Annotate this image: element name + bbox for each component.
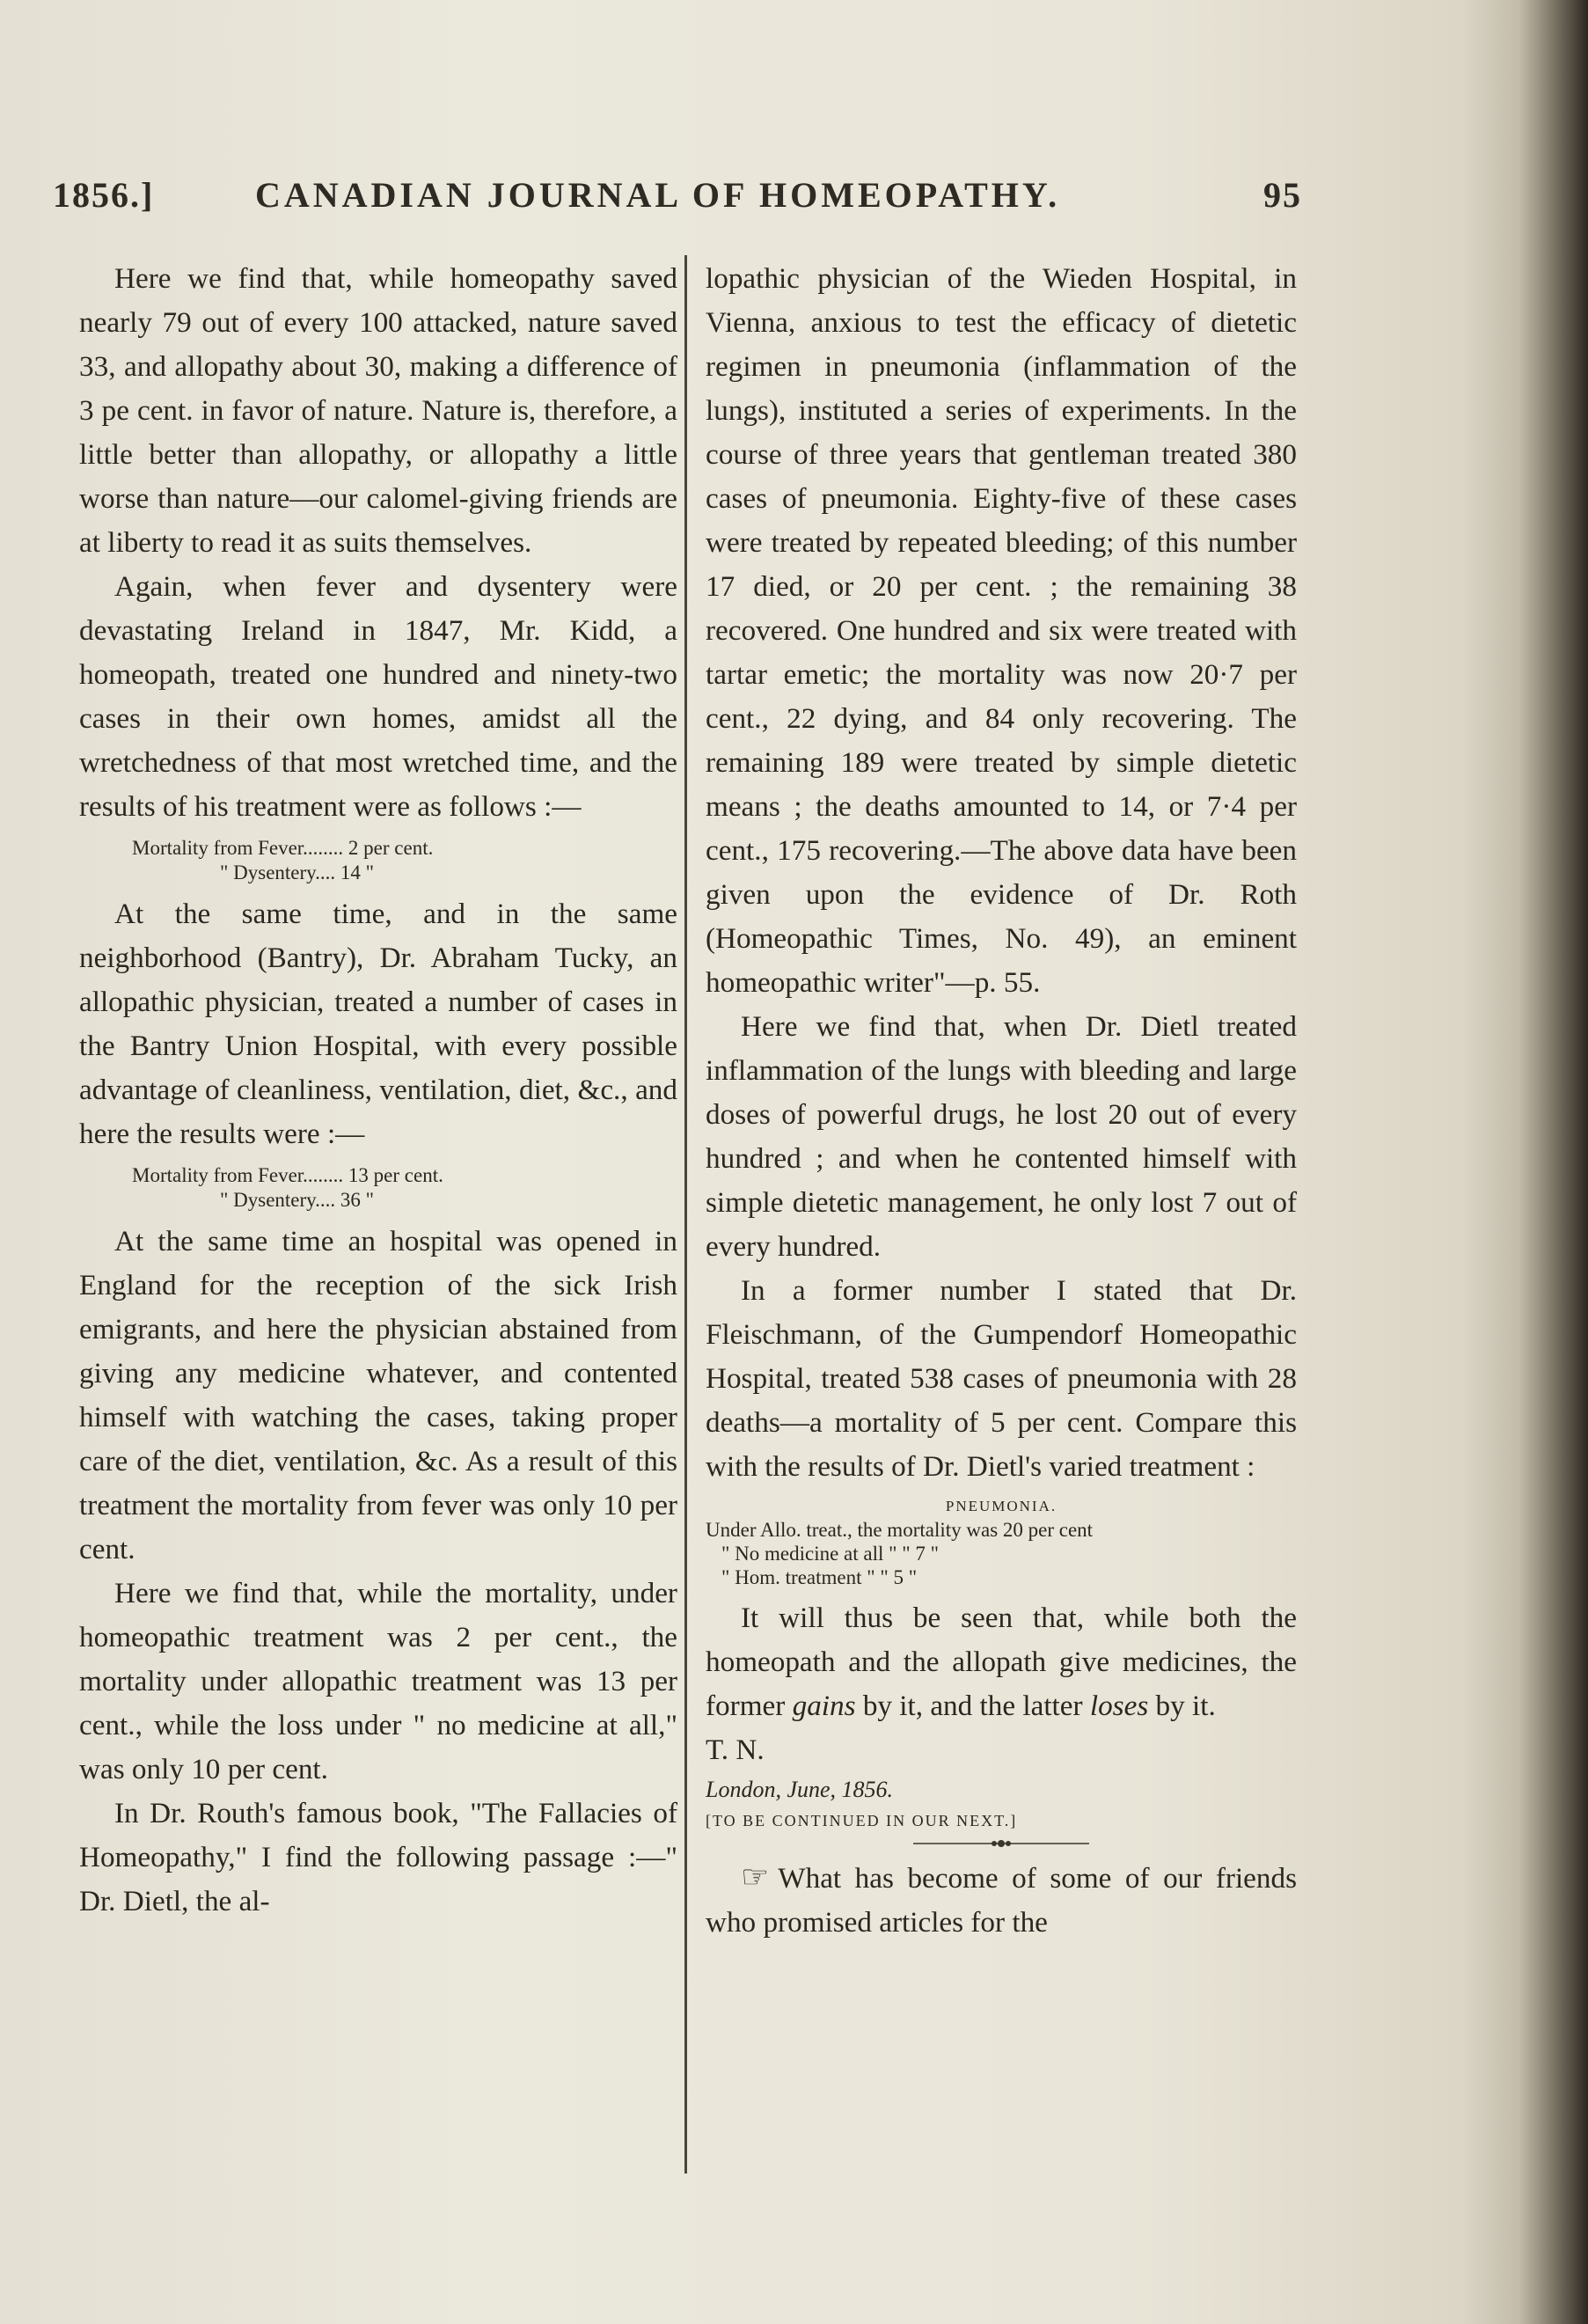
ornament-divider — [913, 1839, 1089, 1848]
paragraph: In Dr. Routh's famous book, "The Fallacies of Homeopathy," I find the following passage :—" Dr. Dietl, the al- — [79, 1797, 677, 1917]
paragraph — [706, 1855, 1297, 1945]
paragraph — [706, 1596, 1297, 1728]
stat-row: " Dysentery.... 36 " — [220, 1189, 375, 1211]
pneumonia-table — [706, 1494, 1297, 1589]
right-column — [706, 257, 1297, 2193]
paragraph: Here we find that, while the mortality, under homeopathic treatment was 2 per cent., the mortality under allopathic treatment was 13 per cent., while the loss under " no medicine at all," was only 10 per cent. — [79, 1577, 677, 1785]
book-spine-shadow — [1518, 0, 1588, 2324]
continued-notice: [TO BE CONTINUED IN OUR NEXT.] — [706, 1812, 1018, 1829]
pointing-hand-icon: ☞ — [741, 1859, 770, 1895]
text-run: What has become of some of our friends who promised articles for the — [706, 1862, 1297, 1939]
paragraph: Here we find that, when Dr. Dietl treated inflammation of the lungs with bleeding and large doses of powerful drugs, he lost 20 out of every hundred ; and when he contented himself with simple dietetic management, he only lost 7 out of every hundred. — [706, 1010, 1297, 1263]
journal-title: CANADIAN JOURNAL OF HOMEOPATHY. — [255, 175, 1061, 215]
text-run: It will thus be seen that, while both the homeopath and the allopath give medicines, the former — [706, 1602, 1297, 1722]
paragraph: lopathic physician of the Wieden Hospital, in Vienna, anxious to test the efficacy of dietetic regimen in pneumonia (inflammation of the lungs), instituted a series of experiments. In the course of three years that gentleman treated 380 cases of pneumonia. Eighty-five of these cases were treated by repeated bleeding; of this number 17 died, or 20 per cent. ; the remaining 38 recovered. One hundred and six were treated with tartar emetic; the mortality was now 20·7 per cent., 22 dying, and 84 only recovering. The remaining 189 were treated by simple dietetic means ; the deaths amounted to 14, or 7·4 per cent., 175 recovering.—The above data have been given upon the evidence of Dr. Roth (Homeopathic Times, No. 49), an eminent homeopathic writer"—p. 55. — [706, 262, 1297, 999]
table-row: " No medicine at all " " 7 " — [721, 1543, 940, 1565]
stat-row: " Dysentery.... 14 " — [220, 861, 375, 883]
paragraph: Again, when fever and dysentery were devastating Ireland in 1847, Mr. Kidd, a homeopath, treated one hundred and ninety-two cases in their own homes, amidst all the wretchedness of that most wretched time, and the results of his treatment were as follows :— — [79, 570, 677, 823]
stat-row: Mortality from Fever........ 2 per cent. — [132, 837, 434, 859]
paragraph: In a former number I stated that Dr. Fleischmann, of the Gumpendorf Homeopathic Hospital, treated 538 cases of pneumonia with 28 deaths—a mortality of 5 per cent. Compare this with the results of Dr. Dietl's varied treatment : — [706, 1274, 1297, 1483]
running-header — [53, 174, 1302, 218]
paragraph: At the same time an hospital was opened in England for the reception of the sick Irish emigrants, and here the physician abstained from giving any medicine whatever, and contented himself with watching the cases, taking proper care of the diet, ventilation, &c. As a result of this treatment the mortality from fever was only 10 per cent. — [79, 1225, 677, 1565]
dateline: London, June, 1856. — [706, 1777, 894, 1802]
emphasis-loses: loses — [1089, 1690, 1149, 1722]
text-run: by it, and the latter — [855, 1690, 1090, 1722]
emphasis-gains: gains — [792, 1690, 856, 1722]
table-row: Under Allo. treat., the mortality was 20 per cent — [706, 1519, 1094, 1541]
table-row: " Hom. treatment " " 5 " — [721, 1566, 918, 1588]
paragraph: At the same time, and in the same neighborhood (Bantry), Dr. Abraham Tucky, an allopathic physician, treated a number of cases in the Bantry Union Hospital, with every possible advantage of cleanliness, ventilation, diet, &c., and here the results were :— — [79, 898, 677, 1150]
text-run: by it. — [1148, 1690, 1216, 1722]
stat-row: Mortality from Fever........ 13 per cent. — [132, 1164, 443, 1186]
author-signature: T. N. — [706, 1734, 765, 1766]
mortality-table-kidd — [79, 836, 677, 885]
table-caption: PNEUMONIA. — [945, 1498, 1057, 1514]
page-number: 95 — [1263, 175, 1302, 215]
header-year: 1856.] — [53, 175, 155, 215]
mortality-table-tucky — [79, 1163, 677, 1213]
column-divider — [684, 255, 687, 2174]
paragraph: Here we find that, while homeopathy saved nearly 79 out of every 100 attacked, nature saved 33, and allopathy about 30, making a difference of 3 pe cent. in favor of nature. Nature is, therefore, a little better than allopathy, or allopathy a little worse than nature—our calomel-giving friends are at liberty to read it as suits themselves. — [79, 262, 677, 559]
left-column — [79, 257, 677, 2193]
